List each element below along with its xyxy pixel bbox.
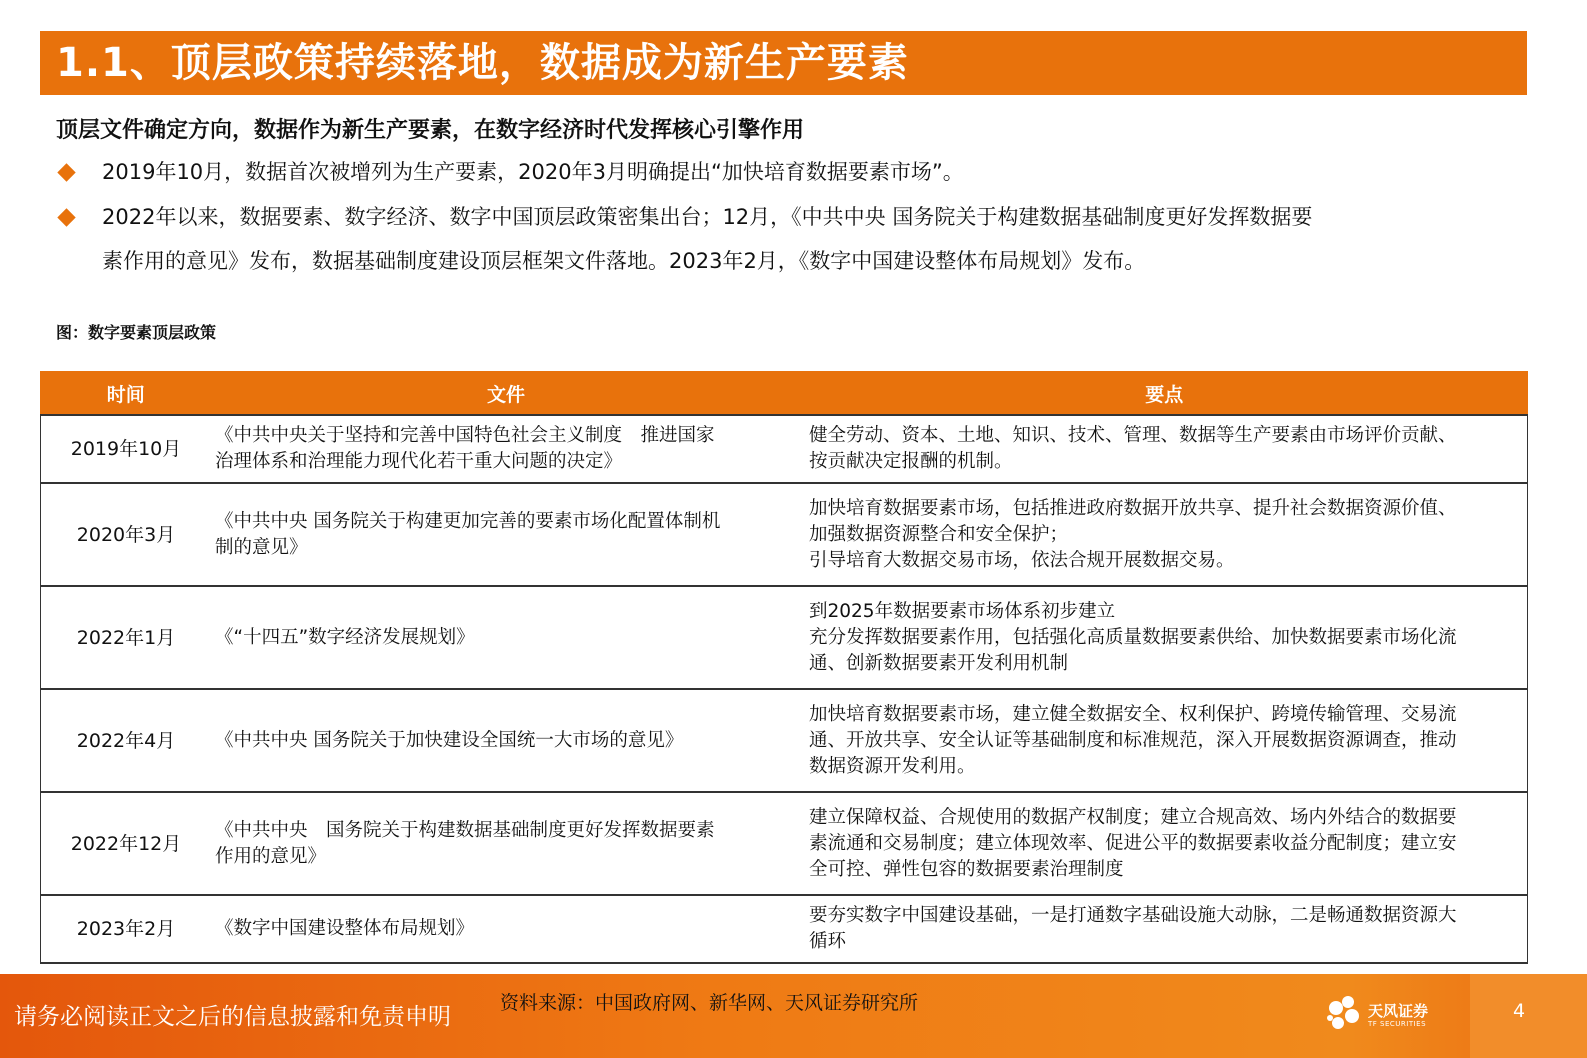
table-row xyxy=(41,689,1528,792)
point-line: 数据资源开发利用。 xyxy=(809,755,976,777)
point-line: 通、开放共享、安全认证等基础制度和标准规范，深入开展数据资源调查，推动 xyxy=(809,729,1457,751)
doc-line: 《中共中央 国务院关于构建数据基础制度更好发挥数据要素 xyxy=(215,819,715,841)
point-line: 全可控、弹性包容的数据要素治理制度 xyxy=(809,858,1124,880)
cell-time: 2022年1月 xyxy=(41,586,212,689)
point-line: 加强数据资源整合和安全保护； xyxy=(809,523,1069,545)
page-number-box xyxy=(1470,974,1587,1058)
source-note: 资料来源：中国政府网、新华网、天风证券研究所 xyxy=(500,992,919,1014)
doc-line: 作用的意见》 xyxy=(215,845,327,867)
table-header-row xyxy=(41,372,1528,416)
section-subtitle: 顶层文件确定方向，数据作为新生产要素，在数字经济时代发挥核心引擎作用 xyxy=(56,118,805,143)
cell-document xyxy=(211,792,801,895)
figure-caption: 图：数字要素顶层政策 xyxy=(56,323,217,342)
cell-key-points xyxy=(801,792,1528,895)
logo-text: 天风证券 xyxy=(1368,1002,1429,1020)
cell-time: 2019年10月 xyxy=(41,415,212,483)
page-title: 1.1、顶层政策持续落地，数据成为新生产要素 xyxy=(40,31,1527,95)
point-line: 通、创新数据要素开发利用机制 xyxy=(809,652,1069,674)
cell-document xyxy=(211,689,801,792)
cell-key-points xyxy=(801,689,1528,792)
bullet-item xyxy=(56,195,1526,283)
doc-line: 《中共中央 国务院关于加快建设全国统一大市场的意见》 xyxy=(215,729,684,751)
table-row xyxy=(41,415,1528,483)
point-line: 健全劳动、资本、土地、知识、技术、管理、数据等生产要素由市场评价贡献、 xyxy=(809,425,1457,446)
diamond-bullet-icon xyxy=(57,163,75,181)
footer-bar xyxy=(0,974,1587,1058)
table-row xyxy=(41,483,1528,586)
cell-time: 2020年3月 xyxy=(41,483,212,586)
point-line: 循环 xyxy=(809,931,847,952)
bullet-item xyxy=(56,150,1526,194)
cell-time: 2022年4月 xyxy=(41,689,212,792)
diamond-bullet-icon xyxy=(57,208,75,226)
bullet-line: 2022年以来，数据要素、数字经济、数字中国顶层政策密集出台；12月，《中共中央 国务院关于构建数据基础制度更好发挥数据要 xyxy=(102,205,1313,229)
point-line: 引导培育大数据交易市场，依法合规开展数据交易。 xyxy=(809,549,1235,571)
table-row xyxy=(41,792,1528,895)
cell-key-points xyxy=(801,586,1528,689)
logo-subtext: TF SECURITIES xyxy=(1368,1020,1427,1028)
page-number: 4 xyxy=(1513,1000,1526,1022)
point-line: 充分发挥数据要素作用，包括强化高质量数据要素供给、加快数据要素市场化流 xyxy=(809,626,1457,648)
cell-document xyxy=(211,895,801,963)
policy-table xyxy=(40,371,1528,964)
disclaimer-text: 请务必阅读正文之后的信息披露和免责申明 xyxy=(14,1004,451,1030)
doc-line: 治理体系和治理能力现代化若干重大问题的决定》 xyxy=(215,451,623,472)
cell-key-points xyxy=(801,415,1528,483)
doc-line: 《数字中国建设整体布局规划》 xyxy=(215,918,475,939)
point-line: 要夯实数字中国建设基础，一是打通数字基础设施大动脉，二是畅通数据资源大 xyxy=(809,905,1457,926)
doc-line: 《“十四五”数字经济发展规划》 xyxy=(215,626,475,648)
cell-time: 2023年2月 xyxy=(41,895,212,963)
point-line: 素流通和交易制度；建立体现效率、促进公平的数据要素收益分配制度；建立安 xyxy=(809,832,1457,854)
cell-time: 2022年12月 xyxy=(41,792,212,895)
header-key-points: 要点 xyxy=(801,372,1528,416)
doc-line: 制的意见》 xyxy=(215,536,308,558)
point-line: 到2025年数据要素市场体系初步建立 xyxy=(809,600,1116,622)
bullet-line: 2019年10月，数据首次被增列为生产要素，2020年3月明确提出“加快培育数据要素市场”。 xyxy=(102,160,964,184)
header-time: 时间 xyxy=(41,372,212,416)
point-line: 建立保障权益、合规使用的数据产权制度；建立合规高效、场内外结合的数据要 xyxy=(809,806,1457,828)
bullet-line: 素作用的意见》发布，数据基础制度建设顶层框架文件落地。2023年2月，《数字中国建设整体布局规划》发布。 xyxy=(102,249,1146,273)
table-row xyxy=(41,586,1528,689)
cell-key-points xyxy=(801,895,1528,963)
doc-line: 《中共中央 国务院关于构建更加完善的要素市场化配置体制机 xyxy=(215,510,721,532)
cell-document xyxy=(211,415,801,483)
point-line: 加快培育数据要素市场，建立健全数据安全、权利保护、跨境传输管理、交易流 xyxy=(809,703,1457,725)
header-document: 文件 xyxy=(211,372,801,416)
cell-document xyxy=(211,483,801,586)
cell-document xyxy=(211,586,801,689)
doc-line: 《中共中央关于坚持和完善中国特色社会主义制度 推进国家 xyxy=(215,425,715,446)
table-row xyxy=(41,895,1528,963)
point-line: 加快培育数据要素市场，包括推进政府数据开放共享、提升社会数据资源价值、 xyxy=(809,497,1457,519)
point-line: 按贡献决定报酬的机制。 xyxy=(809,451,1013,472)
cell-key-points xyxy=(801,483,1528,586)
